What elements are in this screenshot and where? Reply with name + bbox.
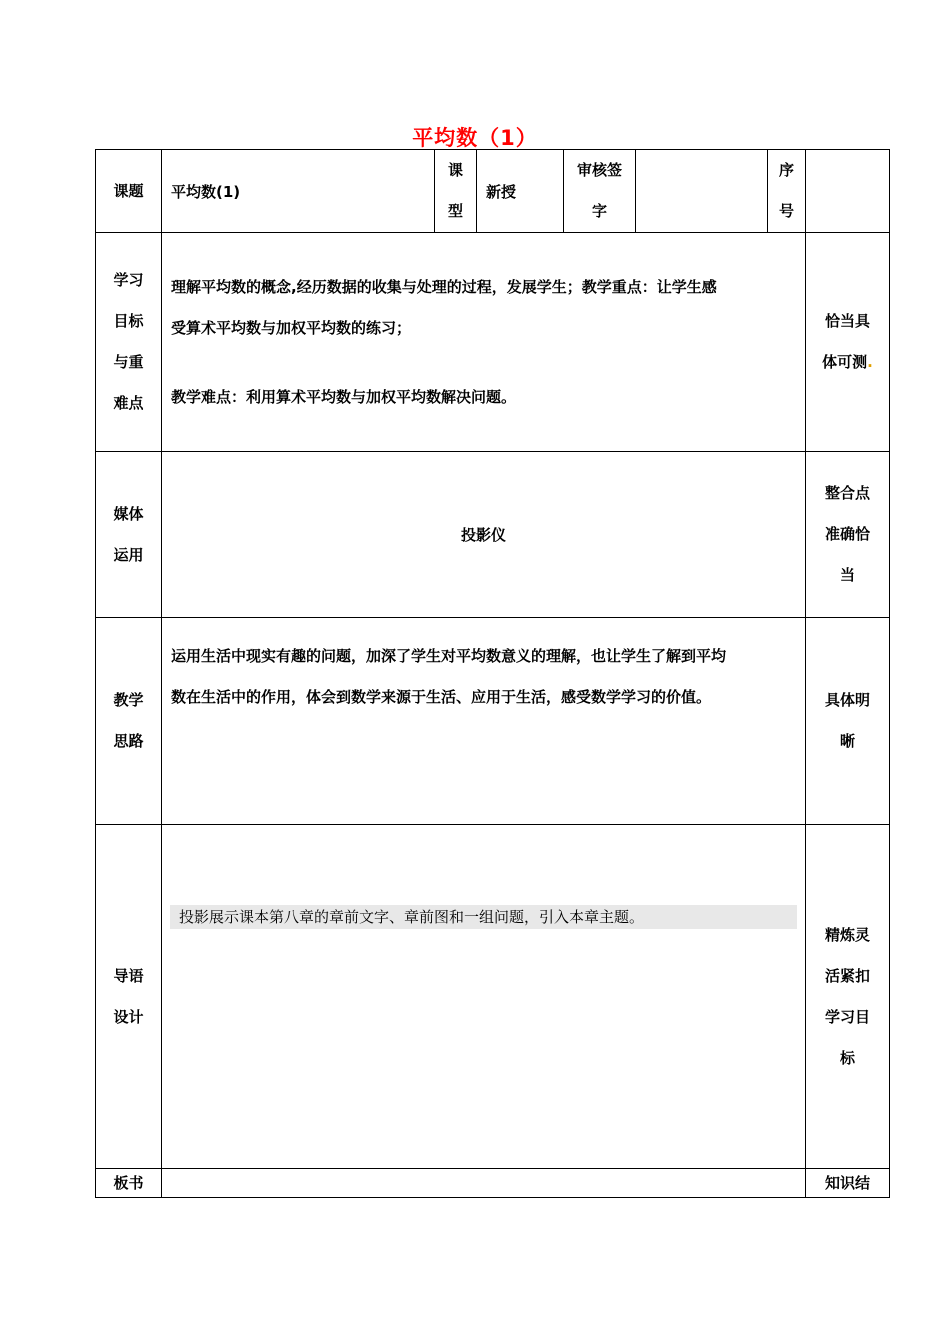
media-note [806,452,890,618]
note-line: 整合点 [824,484,870,502]
board-content [162,1169,806,1198]
board-note: 知识结 [806,1169,890,1198]
review-label [564,150,636,233]
note-line [806,342,889,383]
type-label-line: 课 [447,161,463,179]
label-line: 设计 [113,1007,144,1026]
note-line: 学习目 [824,1007,870,1026]
intro-row [96,825,890,1169]
goals-row [96,233,890,452]
goals-label [96,233,162,452]
review-value [636,150,768,233]
seq-value [806,150,890,233]
note-line: 准确恰 [824,525,870,543]
label-line: 运用 [113,545,144,564]
review-label-line: 审核签 [576,161,622,179]
label-line: 媒体 [113,504,144,523]
board-row [96,1169,890,1198]
board-label: 板书 [96,1169,162,1198]
topic-value: 平均数(1) [162,150,435,233]
type-label [435,150,477,233]
type-value: 新授 [477,150,564,233]
note-line: 标 [839,1048,855,1067]
thinking-label [96,618,162,825]
thinking-content [162,618,806,825]
label-line: 难点 [113,394,144,412]
note-line: 当 [839,566,855,584]
page-title: 平均数（1） [412,126,538,150]
goals-line: 理解平均数的概念,经历数据的收集与处理的过程，发展学生；教学重点：让学生感 [171,277,717,296]
topic-label: 课题 [96,150,162,233]
thinking-row [96,618,890,825]
projection-text: 投影展示课本第八章的章前文字、章前图和一组问题，引入本章主题。 [170,905,797,929]
intro-content [162,825,806,1169]
goals-line: 教学难点：利用算术平均数与加权平均数解决问题。 [171,387,517,406]
header-row [96,150,890,233]
label-line: 与重 [113,353,144,371]
seq-label [768,150,806,233]
lesson-plan-table [95,149,890,1198]
media-label [96,452,162,618]
dot-mark: . [867,353,873,371]
goals-note [806,233,890,452]
intro-label [96,825,162,1169]
goals-content [162,233,806,452]
goals-line: 受算术平均数与加权平均数的练习； [171,318,412,337]
note-text: 体可测 [822,353,868,371]
intro-note [806,825,890,1169]
label-line: 导语 [113,966,144,985]
thinking-note [806,618,890,825]
note-line: 精炼灵 [824,925,870,944]
review-label-line: 字 [591,202,607,220]
seq-label-line: 号 [778,202,794,220]
media-content: 投影仪 [162,452,806,618]
label-line: 学习 [113,271,144,289]
note-line: 晰 [839,732,855,750]
label-line: 教学 [113,691,144,709]
label-line: 目标 [113,312,144,330]
media-row [96,452,890,618]
note-line: 具体明 [824,691,870,709]
thinking-line: 数在生活中的作用，体会到数学来源于生活、应用于生活，感受数学学习的价值。 [171,688,712,706]
note-line: 活紧扣 [824,966,870,985]
thinking-line: 运用生活中现实有趣的问题，加深了学生对平均数意义的理解，也让学生了解到平均 [171,647,727,665]
spacer [171,349,793,377]
note-line: 恰当具 [824,312,870,330]
seq-label-line: 序 [778,161,794,179]
label-line: 思路 [113,732,144,750]
type-label-line: 型 [447,202,463,220]
